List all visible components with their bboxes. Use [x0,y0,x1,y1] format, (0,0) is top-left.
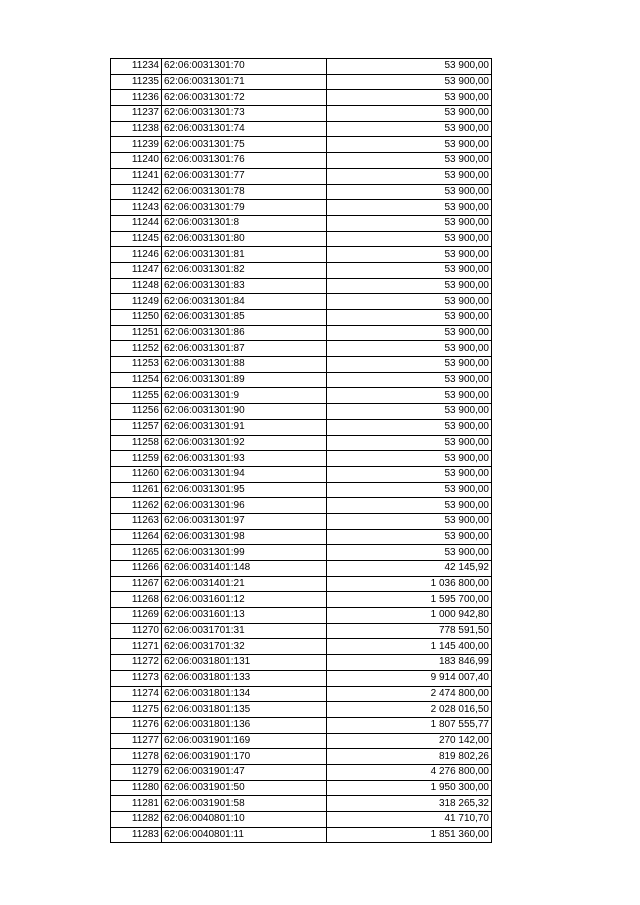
table-row [111,90,492,106]
table-row [111,388,492,404]
table-row [111,545,492,561]
cadastral-number-cell: 62:06:0031301:80 [162,231,327,247]
cadastral-value-cell: 53 900,00 [327,106,492,122]
table-row [111,623,492,639]
row-number-cell: 11259 [111,451,162,467]
cadastral-value-cell: 53 900,00 [327,357,492,373]
cadastral-value-cell: 42 145,92 [327,561,492,577]
table-body [111,59,492,843]
table-row [111,451,492,467]
table-row [111,655,492,671]
table-row [111,200,492,216]
cadastral-value-cell: 778 591,50 [327,623,492,639]
cadastral-value-cell: 53 900,00 [327,74,492,90]
cadastral-value-cell: 53 900,00 [327,153,492,169]
cadastral-value-cell: 53 900,00 [327,451,492,467]
table-row [111,341,492,357]
cadastral-value-cell: 53 900,00 [327,231,492,247]
cadastral-value-cell: 4 276 800,00 [327,764,492,780]
cadastral-number-cell: 62:06:0031301:9 [162,388,327,404]
cadastral-value-cell: 53 900,00 [327,215,492,231]
cadastral-value-cell: 1 145 400,00 [327,639,492,655]
cadastral-number-cell: 62:06:0031301:84 [162,294,327,310]
table-row [111,262,492,278]
cadastral-number-cell: 62:06:0031701:31 [162,623,327,639]
cadastral-number-cell: 62:06:0040801:10 [162,812,327,828]
table-row [111,733,492,749]
row-number-cell: 11240 [111,153,162,169]
row-number-cell: 11255 [111,388,162,404]
table-row [111,717,492,733]
cadastral-value-cell: 53 900,00 [327,341,492,357]
row-number-cell: 11263 [111,513,162,529]
row-number-cell: 11283 [111,827,162,843]
row-number-cell: 11248 [111,278,162,294]
row-number-cell: 11235 [111,74,162,90]
row-number-cell: 11239 [111,137,162,153]
cadastral-number-cell: 62:06:0031801:135 [162,702,327,718]
cadastral-number-cell: 62:06:0031401:21 [162,576,327,592]
row-number-cell: 11281 [111,796,162,812]
row-number-cell: 11243 [111,200,162,216]
row-number-cell: 11264 [111,529,162,545]
cadastral-number-cell: 62:06:0031301:70 [162,59,327,75]
cadastral-value-cell: 53 900,00 [327,419,492,435]
table-row [111,121,492,137]
table-row [111,247,492,263]
row-number-cell: 11275 [111,702,162,718]
table-row [111,780,492,796]
table-row [111,153,492,169]
row-number-cell: 11271 [111,639,162,655]
cadastral-value-cell: 53 900,00 [327,90,492,106]
table-row [111,278,492,294]
table-row [111,576,492,592]
row-number-cell: 11238 [111,121,162,137]
row-number-cell: 11245 [111,231,162,247]
row-number-cell: 11279 [111,764,162,780]
cadastral-value-cell: 53 900,00 [327,404,492,420]
row-number-cell: 11270 [111,623,162,639]
cadastral-value-cell: 1 851 360,00 [327,827,492,843]
table-row [111,137,492,153]
table-row [111,812,492,828]
cadastral-number-cell: 62:06:0031801:136 [162,717,327,733]
table-row [111,215,492,231]
cadastral-number-cell: 62:06:0031301:90 [162,404,327,420]
cadastral-number-cell: 62:06:0031801:131 [162,655,327,671]
table-row [111,404,492,420]
table-row [111,639,492,655]
row-number-cell: 11260 [111,466,162,482]
row-number-cell: 11265 [111,545,162,561]
cadastral-number-cell: 62:06:0031301:79 [162,200,327,216]
table-row [111,184,492,200]
cadastral-number-cell: 62:06:0031801:133 [162,670,327,686]
cadastral-value-cell: 1 000 942,80 [327,608,492,624]
cadastral-value-cell: 2 474 800,00 [327,686,492,702]
cadastral-value-cell: 53 900,00 [327,466,492,482]
table-row [111,686,492,702]
table-row [111,513,492,529]
cadastral-number-cell: 62:06:0031301:76 [162,153,327,169]
cadastral-value-cell: 819 802,26 [327,749,492,765]
cadastral-number-cell: 62:06:0031301:98 [162,529,327,545]
table-row [111,168,492,184]
cadastral-value-cell: 53 900,00 [327,262,492,278]
row-number-cell: 11277 [111,733,162,749]
cadastral-value-cell: 53 900,00 [327,529,492,545]
row-number-cell: 11253 [111,357,162,373]
cadastral-value-cell: 53 900,00 [327,372,492,388]
cadastral-number-cell: 62:06:0031701:32 [162,639,327,655]
cadastral-number-cell: 62:06:0031401:148 [162,561,327,577]
row-number-cell: 11242 [111,184,162,200]
cadastral-number-cell: 62:06:0031301:96 [162,498,327,514]
cadastral-number-cell: 62:06:0031301:81 [162,247,327,263]
table-row [111,372,492,388]
table-row [111,106,492,122]
cadastral-value-cell: 53 900,00 [327,184,492,200]
cadastral-number-cell: 62:06:0040801:11 [162,827,327,843]
cadastral-number-cell: 62:06:0031301:82 [162,262,327,278]
row-number-cell: 11236 [111,90,162,106]
table-row [111,561,492,577]
cadastral-value-cell: 1 595 700,00 [327,592,492,608]
table-row [111,796,492,812]
row-number-cell: 11256 [111,404,162,420]
row-number-cell: 11266 [111,561,162,577]
cadastral-number-cell: 62:06:0031301:83 [162,278,327,294]
row-number-cell: 11237 [111,106,162,122]
cadastral-number-cell: 62:06:0031301:92 [162,435,327,451]
cadastral-number-cell: 62:06:0031301:85 [162,310,327,326]
table-row [111,764,492,780]
row-number-cell: 11249 [111,294,162,310]
table-row [111,702,492,718]
cadastral-number-cell: 62:06:0031301:77 [162,168,327,184]
table-row [111,74,492,90]
row-number-cell: 11268 [111,592,162,608]
cadastral-number-cell: 62:06:0031901:58 [162,796,327,812]
row-number-cell: 11252 [111,341,162,357]
cadastral-number-cell: 62:06:0031301:93 [162,451,327,467]
cadastral-value-cell: 53 900,00 [327,247,492,263]
cadastral-value-cell: 183 846,99 [327,655,492,671]
cadastral-number-cell: 62:06:0031901:50 [162,780,327,796]
table-row [111,592,492,608]
row-number-cell: 11269 [111,608,162,624]
cadastral-number-cell: 62:06:0031301:91 [162,419,327,435]
cadastral-value-cell: 53 900,00 [327,325,492,341]
table-row [111,325,492,341]
cadastral-number-cell: 62:06:0031301:89 [162,372,327,388]
table-row [111,294,492,310]
cadastral-value-cell: 270 142,00 [327,733,492,749]
cadastral-number-cell: 62:06:0031801:134 [162,686,327,702]
cadastral-number-cell: 62:06:0031301:73 [162,106,327,122]
cadastral-value-cell: 318 265,32 [327,796,492,812]
table-row [111,231,492,247]
row-number-cell: 11276 [111,717,162,733]
cadastral-number-cell: 62:06:0031301:8 [162,215,327,231]
cadastral-number-cell: 62:06:0031301:95 [162,482,327,498]
cadastral-number-cell: 62:06:0031301:99 [162,545,327,561]
cadastral-value-cell: 53 900,00 [327,278,492,294]
row-number-cell: 11250 [111,310,162,326]
cadastral-value-cell: 53 900,00 [327,482,492,498]
cadastral-number-cell: 62:06:0031301:74 [162,121,327,137]
cadastral-value-cell: 41 710,70 [327,812,492,828]
table-row [111,529,492,545]
cadastral-value-cell: 53 900,00 [327,388,492,404]
table-row [111,419,492,435]
cadastral-value-cell: 53 900,00 [327,435,492,451]
row-number-cell: 11280 [111,780,162,796]
cadastral-value-cell: 9 914 007,40 [327,670,492,686]
row-number-cell: 11247 [111,262,162,278]
cadastral-number-cell: 62:06:0031301:87 [162,341,327,357]
table-row [111,59,492,75]
cadastral-value-table [110,58,492,843]
table-row [111,827,492,843]
table-row [111,435,492,451]
row-number-cell: 11246 [111,247,162,263]
cadastral-number-cell: 62:06:0031301:97 [162,513,327,529]
cadastral-number-cell: 62:06:0031601:12 [162,592,327,608]
cadastral-number-cell: 62:06:0031901:169 [162,733,327,749]
cadastral-number-cell: 62:06:0031601:13 [162,608,327,624]
cadastral-value-cell: 2 028 016,50 [327,702,492,718]
row-number-cell: 11262 [111,498,162,514]
table-row [111,482,492,498]
cadastral-number-cell: 62:06:0031301:75 [162,137,327,153]
row-number-cell: 11254 [111,372,162,388]
cadastral-value-cell: 53 900,00 [327,121,492,137]
row-number-cell: 11273 [111,670,162,686]
cadastral-value-cell: 1 950 300,00 [327,780,492,796]
row-number-cell: 11261 [111,482,162,498]
row-number-cell: 11234 [111,59,162,75]
cadastral-number-cell: 62:06:0031301:71 [162,74,327,90]
cadastral-number-cell: 62:06:0031301:88 [162,357,327,373]
cadastral-value-cell: 53 900,00 [327,200,492,216]
cadastral-value-cell: 53 900,00 [327,59,492,75]
table-row [111,670,492,686]
row-number-cell: 11267 [111,576,162,592]
row-number-cell: 11241 [111,168,162,184]
table-row [111,608,492,624]
row-number-cell: 11251 [111,325,162,341]
table-row [111,749,492,765]
cadastral-number-cell: 62:06:0031301:94 [162,466,327,482]
cadastral-number-cell: 62:06:0031301:78 [162,184,327,200]
cadastral-value-cell: 1 807 555,77 [327,717,492,733]
cadastral-value-cell: 53 900,00 [327,513,492,529]
row-number-cell: 11244 [111,215,162,231]
table-row [111,357,492,373]
cadastral-number-cell: 62:06:0031901:47 [162,764,327,780]
cadastral-number-cell: 62:06:0031301:86 [162,325,327,341]
row-number-cell: 11258 [111,435,162,451]
cadastral-value-cell: 53 900,00 [327,168,492,184]
cadastral-value-cell: 53 900,00 [327,545,492,561]
table-row [111,498,492,514]
cadastral-value-cell: 53 900,00 [327,137,492,153]
cadastral-value-cell: 53 900,00 [327,310,492,326]
row-number-cell: 11274 [111,686,162,702]
cadastral-value-cell: 53 900,00 [327,294,492,310]
row-number-cell: 11282 [111,812,162,828]
cadastral-number-cell: 62:06:0031301:72 [162,90,327,106]
cadastral-value-cell: 53 900,00 [327,498,492,514]
table-row [111,466,492,482]
row-number-cell: 11272 [111,655,162,671]
row-number-cell: 11257 [111,419,162,435]
cadastral-value-cell: 1 036 800,00 [327,576,492,592]
table-row [111,310,492,326]
cadastral-number-cell: 62:06:0031901:170 [162,749,327,765]
row-number-cell: 11278 [111,749,162,765]
